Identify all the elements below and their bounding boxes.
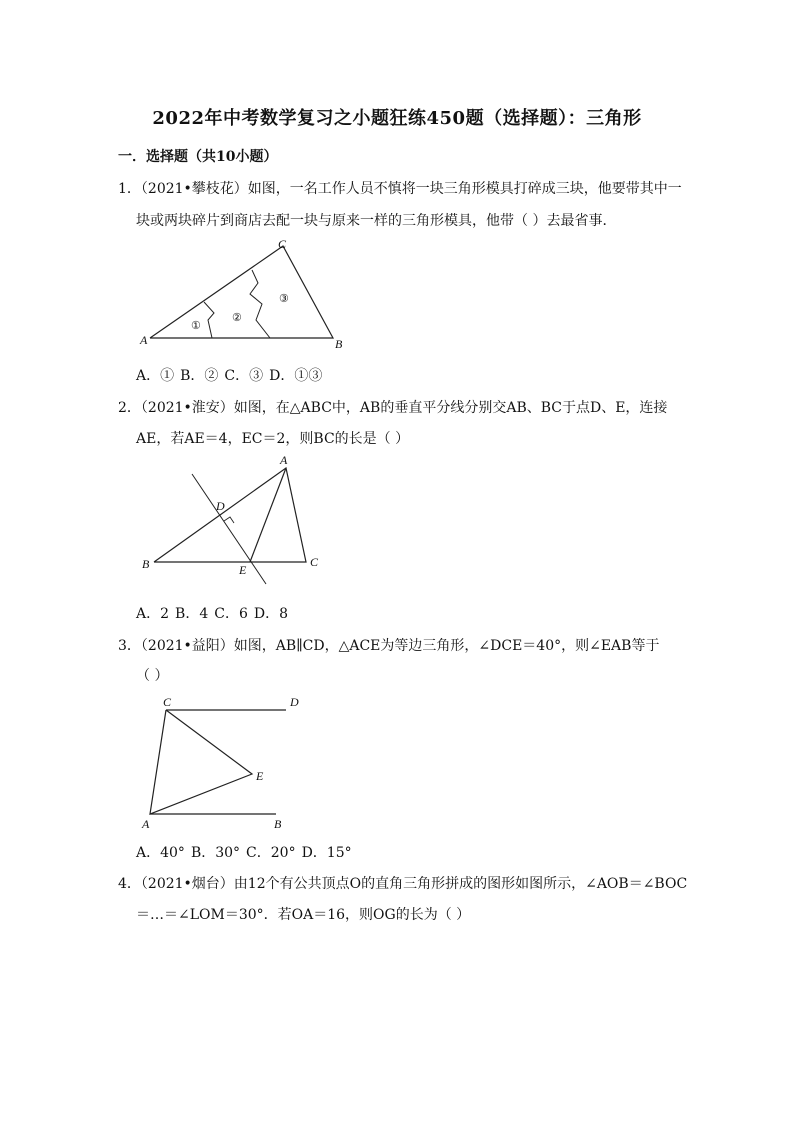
question-1-text-line-2: 块或两块碎片到商店去配一块与原来一样的三角形模具，他带（ ）去最省事． — [136, 213, 617, 229]
option-a: A．2 — [136, 606, 170, 622]
option-a: A．40° — [136, 845, 185, 861]
question-4-text-line-1: 4．（2021•烟台）由12个有公共顶点O的直角三角形拼成的图形如图所示，∠AOB＝∠BOC — [118, 876, 688, 892]
option-d: D．①③ — [269, 368, 323, 384]
question-1-figure — [138, 238, 353, 350]
question-1-options — [136, 365, 328, 385]
label-D: D — [290, 695, 299, 709]
page-title: 2022年中考数学复习之小题狂练450题（选择题）：三角形 — [152, 108, 642, 129]
question-2-figure — [140, 452, 330, 592]
crack-line-1 — [204, 302, 214, 338]
piece-label-1: ① — [191, 320, 201, 332]
question-2-options — [136, 603, 294, 623]
label-A: A — [140, 333, 148, 347]
label-E: E — [239, 563, 247, 577]
label-C: C — [310, 555, 319, 569]
label-B: B — [335, 337, 343, 351]
question-2-text-line-1: 2．（2021•淮安）如图，在△ABC中，AB的垂直平分线分别交AB、BC于点D、E，连接 — [118, 400, 668, 416]
triangle-outline — [150, 246, 333, 338]
option-b: B．30° — [190, 845, 241, 861]
option-c: C．20° — [246, 845, 296, 861]
label-E: E — [256, 769, 264, 783]
question-3-options — [136, 842, 358, 862]
label-B: B — [142, 557, 150, 571]
question-4-text-line-2: ＝…＝∠LOM＝30°．若OA＝16，则OG的长为（ ） — [136, 907, 471, 923]
question-3-text-line-1: 3．（2021•益阳）如图，AB∥CD，△ACE为等边三角形，∠DCE＝40°，则∠EAB等于 — [118, 638, 660, 654]
right-angle-mark — [224, 517, 234, 523]
question-3-figure — [140, 692, 310, 832]
question-1-text-line-1: 1．（2021•攀枝花）如图，一名工作人员不慎将一块三角形模具打碎成三块，他要带其中一 — [118, 181, 682, 197]
label-C: C — [163, 695, 172, 709]
option-c: C．6 — [214, 606, 248, 622]
triangle-abc — [154, 468, 306, 562]
option-d: D．8 — [253, 606, 288, 622]
option-c: C．③ — [224, 368, 264, 384]
question-2-text-line-2: AE，若AE＝4，EC＝2，则BC的长是（ ） — [136, 431, 410, 447]
crack-line-2 — [250, 270, 270, 338]
question-3-text-line-2: （ ） — [136, 668, 169, 684]
option-d: D．15° — [301, 845, 352, 861]
piece-label-2: ② — [232, 312, 242, 324]
label-A: A — [142, 817, 150, 831]
triangle-ace — [150, 710, 252, 814]
segment-ae — [250, 468, 286, 562]
option-a: A．① — [136, 368, 175, 384]
option-b: B．② — [180, 368, 219, 384]
label-D: D — [216, 499, 225, 513]
label-B: B — [274, 817, 282, 831]
piece-label-3: ③ — [279, 293, 289, 305]
section-heading: 一．选择题（共10小题） — [118, 149, 278, 165]
label-C: C — [278, 237, 287, 251]
option-b: B．4 — [175, 606, 209, 622]
label-A: A — [280, 453, 288, 467]
